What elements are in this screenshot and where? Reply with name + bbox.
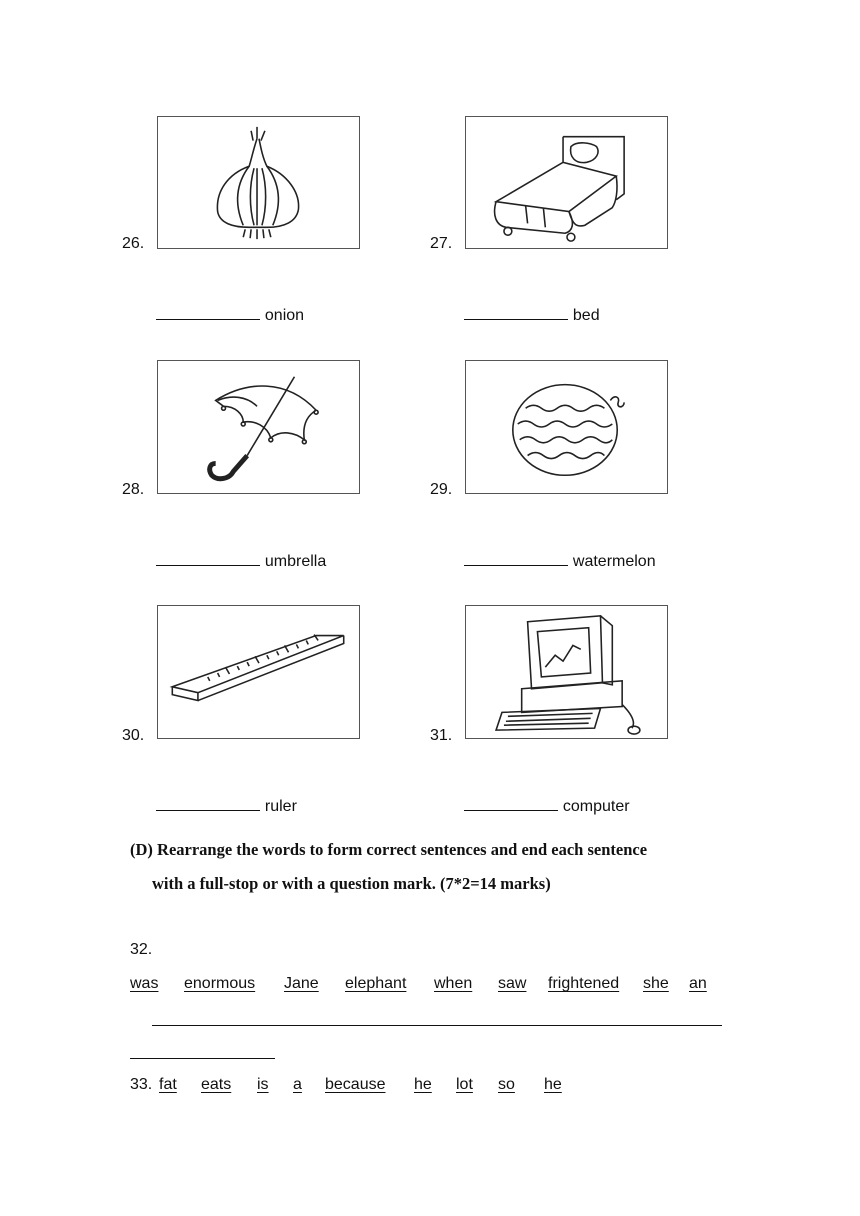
scrambled-word: frightened — [548, 975, 620, 992]
item-word: computer — [562, 798, 630, 815]
scrambled-word: was — [130, 975, 159, 992]
picture-frame-umbrella — [157, 360, 360, 494]
picture-frame-computer — [465, 605, 668, 739]
question-number: 31. — [430, 727, 453, 744]
watermelon-illustration — [466, 361, 667, 493]
answer-blank-ruler[interactable] — [147, 778, 297, 816]
blank-line[interactable] — [156, 305, 260, 320]
blank-line[interactable] — [464, 551, 568, 566]
scrambled-word: she — [643, 975, 669, 992]
q32-answer-line-continued[interactable] — [130, 1058, 275, 1059]
section-d-instruction-line1: (D) Rearrange the words to form correct sentences and end each sentence — [130, 840, 648, 859]
computer-illustration — [466, 606, 667, 738]
picture-frame-ruler — [157, 605, 360, 739]
blank-line[interactable] — [156, 551, 260, 566]
answer-blank-bed[interactable] — [455, 287, 600, 325]
scrambled-word: so — [498, 1076, 515, 1093]
scrambled-word: eats — [201, 1076, 232, 1093]
item-word: onion — [264, 307, 305, 324]
question-number: 32. — [130, 941, 153, 958]
onion-illustration — [158, 117, 359, 248]
scrambled-word: he — [544, 1076, 562, 1093]
question-number: 30. — [122, 727, 145, 744]
question-number: 33. — [130, 1076, 153, 1093]
blank-line[interactable] — [464, 796, 558, 811]
scrambled-word: fat — [159, 1076, 177, 1093]
item-word: bed — [572, 307, 600, 324]
ruler-illustration — [158, 606, 359, 738]
scrambled-word: because — [325, 1076, 386, 1093]
scrambled-word: a — [293, 1076, 302, 1093]
question-number: 26. — [122, 235, 145, 252]
picture-frame-onion — [157, 116, 360, 249]
item-word: watermelon — [572, 553, 656, 570]
scrambled-word: lot — [456, 1076, 473, 1093]
scrambled-word: elephant — [345, 975, 407, 992]
scrambled-word: Jane — [284, 975, 319, 992]
blank-line[interactable] — [156, 796, 260, 811]
section-d-instruction-line2: with a full-stop or with a question mark. (7*2=14 marks) — [152, 874, 551, 893]
q32-answer-line[interactable] — [152, 1025, 722, 1026]
picture-frame-watermelon — [465, 360, 668, 494]
question-number: 27. — [430, 235, 453, 252]
scrambled-word: he — [414, 1076, 432, 1093]
question-number: 29. — [430, 481, 453, 498]
answer-blank-umbrella[interactable] — [147, 533, 326, 571]
scrambled-word: when — [434, 975, 473, 992]
item-word: umbrella — [264, 553, 327, 570]
scrambled-word: enormous — [184, 975, 256, 992]
scrambled-word: is — [257, 1076, 269, 1093]
answer-blank-watermelon[interactable] — [455, 533, 656, 571]
picture-frame-bed — [465, 116, 668, 249]
item-word: ruler — [264, 798, 297, 815]
scrambled-word: an — [689, 975, 707, 992]
umbrella-illustration — [158, 361, 359, 493]
answer-blank-computer[interactable] — [455, 778, 630, 816]
answer-blank-onion[interactable] — [147, 287, 304, 325]
scrambled-word: saw — [498, 975, 527, 992]
bed-illustration — [466, 117, 667, 248]
blank-line[interactable] — [464, 305, 568, 320]
question-number: 28. — [122, 481, 145, 498]
